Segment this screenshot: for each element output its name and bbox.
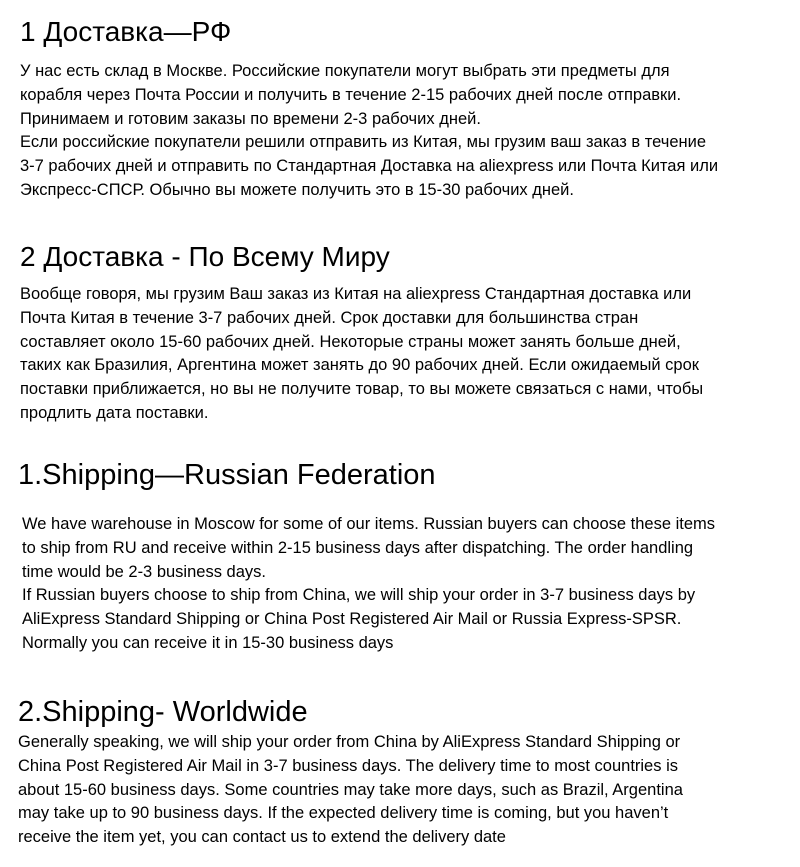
section-heading: 2 Доставка - По Всему Миру (20, 241, 390, 272)
section-heading: 2.Shipping- Worldwide (18, 696, 308, 728)
section-shipping-worldwide-en (0, 696, 800, 850)
section-shipping-russia-en (0, 459, 800, 656)
section-heading: 1.Shipping—Russian Federation (18, 459, 436, 491)
section-paragraph: Вообще говоря, мы грузим Ваш заказ из Китая на aliexpress Стандартная доставка или Почта Китая в течение 3-7 рабочих дней. Срок доставки для большинства стран составляет около 15-60 рабочих дней. Некоторые страны может занять больше дней, таких как Бразилия, Аргентина может занять до 90 рабочих дней. Если ожидаемый срок поставки приближается, но вы не получите товар, то вы можете связаться с нами, чтобы продлить дата поставки. (20, 285, 704, 422)
section-delivery-worldwide-ru (0, 241, 800, 426)
section-delivery-russia-ru (0, 16, 800, 203)
section-paragraph: Generally speaking, we will ship your order from China by AliExpress Standard Shipping or China Post Registered Air Mail in 3-7 business days. The delivery time to most countries is about 15-60 business days. Some countries may take more days, such as Brazil, Argentina may take up to 90 business days. If the expected delivery time is coming, but you haven’t receive the item yet, you can contact us to extend the delivery date (18, 733, 683, 847)
section-paragraph: We have warehouse in Moscow for some of our items. Russian buyers can choose these items to ship from RU and receive within 2-15 business days after dispatching. The order handling time would be 2-3 business days. If Russian buyers choose to ship from China, we will ship your order in 3-7 business days by AliExpress Standard Shipping or China Post Registered Air Mail or Russia Express-SPSR. Normally you can receive it in 15-30 business days (22, 515, 716, 652)
section-heading: 1 Доставка—РФ (20, 16, 232, 47)
section-paragraph: У нас есть склад в Москве. Российские покупатели могут выбрать эти предметы для корабля через Почта России и получить в течение 2-15 рабочих дней после отправки. Принимаем и готовим заказы по времени 2-3 рабочих дней. Если российские покупатели решили отправить из Китая, мы грузим ваш заказ в течение 3-7 рабочих дней и отправить по Стандартная Доставка на aliexpress или Почта Китая или Экспресс-СПСР. Обычно вы можете получить это в 15-30 рабочих дней. (20, 62, 719, 199)
